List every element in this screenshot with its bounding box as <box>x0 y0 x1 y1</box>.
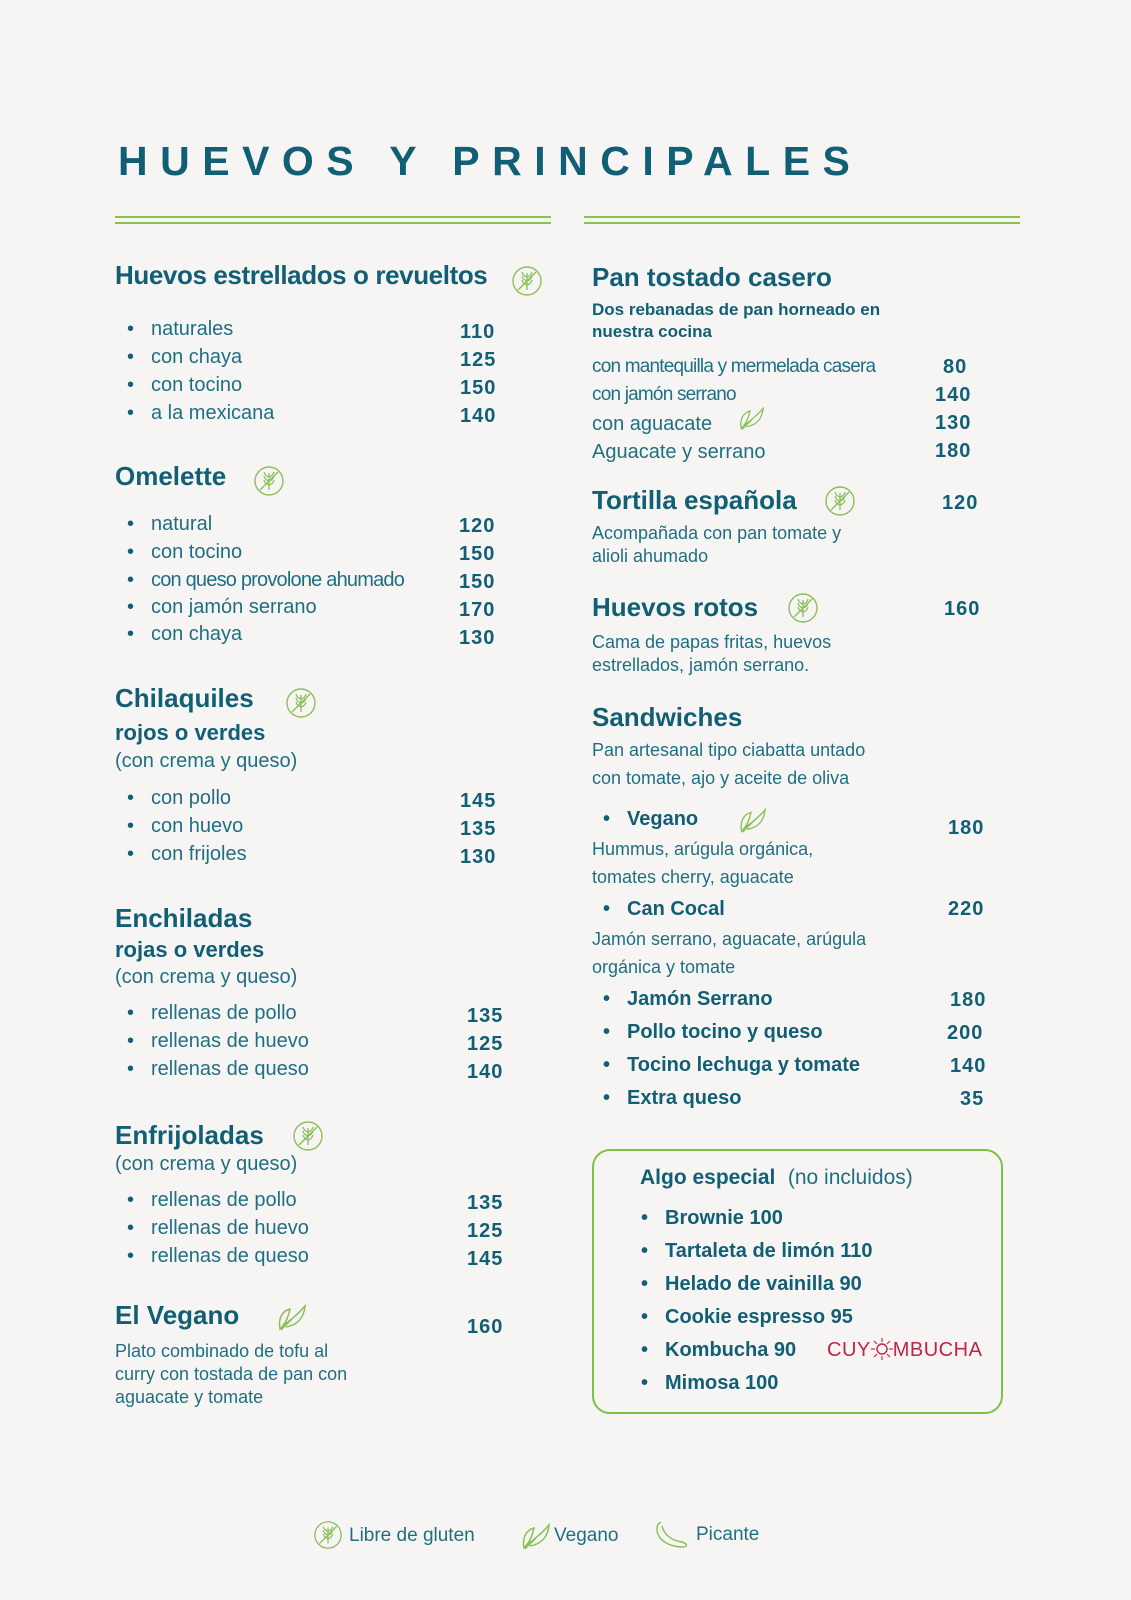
vegan-icon <box>272 1301 308 1333</box>
menu-price: 135 <box>460 818 497 840</box>
section-heading-chilaquiles: Chilaquiles <box>115 683 254 713</box>
gluten-free-icon <box>787 592 819 624</box>
menu-item: • Vegano <box>627 808 698 831</box>
menu-item: • Jamón Serrano <box>627 988 773 1011</box>
dish-description-line: alioli ahumado <box>592 546 709 566</box>
divider-right-top <box>584 216 1020 218</box>
menu-price: 150 <box>460 377 497 399</box>
menu-price: 180 <box>950 989 987 1011</box>
section-description-line: Dos rebanadas de pan horneado en <box>592 300 881 319</box>
dish-description-line: Acompañada con pan tomate y <box>592 523 842 543</box>
menu-item: • rellenas de huevo <box>151 1030 309 1053</box>
gluten-free-icon <box>824 485 856 517</box>
menu-price: 200 <box>947 1022 984 1044</box>
menu-price: 180 <box>935 440 972 462</box>
menu-price: 80 <box>943 356 968 378</box>
section-description-line: con tomate, ajo y aceite de oliva <box>592 768 850 788</box>
section-note: (con crema y queso) <box>115 1153 298 1175</box>
sun-icon <box>871 1338 893 1360</box>
menu-price: 150 <box>459 571 496 593</box>
dish-description-line: tomates cherry, aguacate <box>592 867 794 887</box>
section-heading-pan-tostado: Pan tostado casero <box>592 262 832 292</box>
menu-item: • con queso provolone ahumado <box>151 569 404 592</box>
special-item: • Kombucha 90 <box>665 1339 796 1362</box>
menu-price: 135 <box>467 1192 504 1214</box>
menu-price: 145 <box>467 1248 504 1270</box>
menu-price: 130 <box>460 846 497 868</box>
menu-item: Aguacate y serrano <box>592 441 766 463</box>
section-note: (con crema y queso) <box>115 966 298 988</box>
legend-vegan: Vegano <box>554 1525 619 1546</box>
section-heading-sandwiches: Sandwiches <box>592 702 743 732</box>
cuyambucha-logo <box>827 1338 982 1362</box>
legend-gluten-free: Libre de gluten <box>349 1525 475 1546</box>
menu-item: • rellenas de queso <box>151 1245 309 1268</box>
menu-item: • con frijoles <box>151 843 247 866</box>
menu-price: 125 <box>467 1033 504 1055</box>
menu-price: 140 <box>467 1061 504 1083</box>
gluten-free-icon <box>253 465 285 497</box>
section-heading-tortilla: Tortilla española <box>592 485 797 515</box>
vegan-icon <box>734 404 766 432</box>
menu-price: 160 <box>944 598 981 620</box>
menu-item: • naturales <box>151 318 233 341</box>
menu-item: • Tocino lechuga y tomate <box>627 1054 860 1077</box>
dish-description-line: curry con tostada de pan con <box>115 1364 348 1384</box>
vegan-icon <box>734 805 768 835</box>
brand-text-left: CUY <box>827 1339 871 1361</box>
dish-description-line: Jamón serrano, aguacate, arúgula <box>592 929 867 949</box>
menu-price: 120 <box>459 515 496 537</box>
menu-item: con jamón serrano <box>592 384 736 405</box>
menu-price: 130 <box>935 412 972 434</box>
menu-price: 35 <box>960 1088 985 1110</box>
gluten-free-icon <box>313 1520 343 1550</box>
menu-price: 125 <box>467 1220 504 1242</box>
special-box-title: Algo especial <box>640 1166 776 1189</box>
menu-item: • con huevo <box>151 815 243 838</box>
menu-item: • con chaya <box>151 346 242 369</box>
dish-description-line: aguacate y tomate <box>115 1387 264 1407</box>
gluten-free-icon <box>292 1120 324 1152</box>
menu-price: 125 <box>460 349 497 371</box>
menu-item: • con pollo <box>151 787 231 810</box>
section-heading-omelette: Omelette <box>115 461 227 491</box>
special-item: • Tartaleta de limón 110 <box>665 1240 873 1263</box>
divider-right-bottom <box>584 222 1020 224</box>
dish-description-line: Cama de papas fritas, huevos <box>592 632 832 652</box>
divider-left-top <box>115 216 551 218</box>
menu-price: 160 <box>467 1316 504 1338</box>
menu-price: 220 <box>948 898 985 920</box>
page-title: HUEVOS Y PRINCIPALES <box>118 138 863 184</box>
section-description-line: Pan artesanal tipo ciabatta untado <box>592 740 866 760</box>
gluten-free-icon <box>511 265 543 297</box>
menu-price: 170 <box>459 599 496 621</box>
menu-price: 140 <box>935 384 972 406</box>
section-subheading: rojos o verdes <box>115 720 266 745</box>
menu-item: • con jamón serrano <box>151 596 317 619</box>
menu-item: • Extra queso <box>627 1087 741 1110</box>
menu-price: 120 <box>942 492 979 514</box>
special-item: • Mimosa 100 <box>665 1372 778 1395</box>
special-box-note: (no incluidos) <box>787 1166 913 1189</box>
section-heading-enfrijoladas: Enfrijoladas <box>115 1120 264 1150</box>
special-item: • Helado de vainilla 90 <box>665 1273 862 1296</box>
section-note: (con crema y queso) <box>115 750 298 772</box>
vegan-icon <box>516 1520 552 1552</box>
dish-description-line: Plato combinado de tofu al <box>115 1341 329 1361</box>
menu-price: 135 <box>467 1005 504 1027</box>
menu-item: • Can Cocal <box>627 898 725 921</box>
menu-price: 180 <box>948 817 985 839</box>
menu-item: • rellenas de queso <box>151 1058 309 1081</box>
menu-item: • con tocino <box>151 541 242 564</box>
menu-item: • Pollo tocino y queso <box>627 1021 823 1044</box>
section-subheading: rojas o verdes <box>115 937 265 962</box>
legend-spicy: Picante <box>696 1524 760 1545</box>
menu-price: 150 <box>459 543 496 565</box>
menu-item: con mantequilla y mermelada casera <box>592 356 876 377</box>
menu-item: con aguacate <box>592 413 713 435</box>
brand-text-right: MBUCHA <box>892 1339 983 1361</box>
section-heading-enchiladas: Enchiladas <box>115 903 253 933</box>
special-item: • Brownie 100 <box>665 1207 783 1230</box>
section-heading-huevos-rotos: Huevos rotos <box>592 592 759 622</box>
menu-price: 140 <box>950 1055 987 1077</box>
menu-item: • rellenas de pollo <box>151 1189 297 1212</box>
divider-left-bottom <box>115 222 551 224</box>
menu-item: • rellenas de huevo <box>151 1217 309 1240</box>
chili-pepper-icon <box>652 1520 692 1552</box>
menu-item: • con chaya <box>151 623 242 646</box>
section-heading-huevos: Huevos estrellados o revueltos <box>115 260 488 290</box>
gluten-free-icon <box>285 687 317 719</box>
section-description-line: nuestra cocina <box>592 322 712 341</box>
menu-price: 110 <box>460 321 496 343</box>
special-box-header <box>640 1166 913 1190</box>
special-item: • Cookie espresso 95 <box>665 1306 853 1329</box>
menu-item: • rellenas de pollo <box>151 1002 297 1025</box>
dish-description-line: Hummus, arúgula orgánica, <box>592 839 814 859</box>
menu-item: • a la mexicana <box>151 402 274 425</box>
section-heading-el-vegano: El Vegano <box>115 1300 240 1330</box>
menu-price: 130 <box>459 627 496 649</box>
dish-description-line: estrellados, jamón serrano. <box>592 655 810 675</box>
menu-price: 145 <box>460 790 497 812</box>
menu-item: • natural <box>151 513 212 536</box>
menu-price: 140 <box>460 405 497 427</box>
dish-description-line: orgánica y tomate <box>592 957 736 977</box>
menu-item: • con tocino <box>151 374 242 397</box>
